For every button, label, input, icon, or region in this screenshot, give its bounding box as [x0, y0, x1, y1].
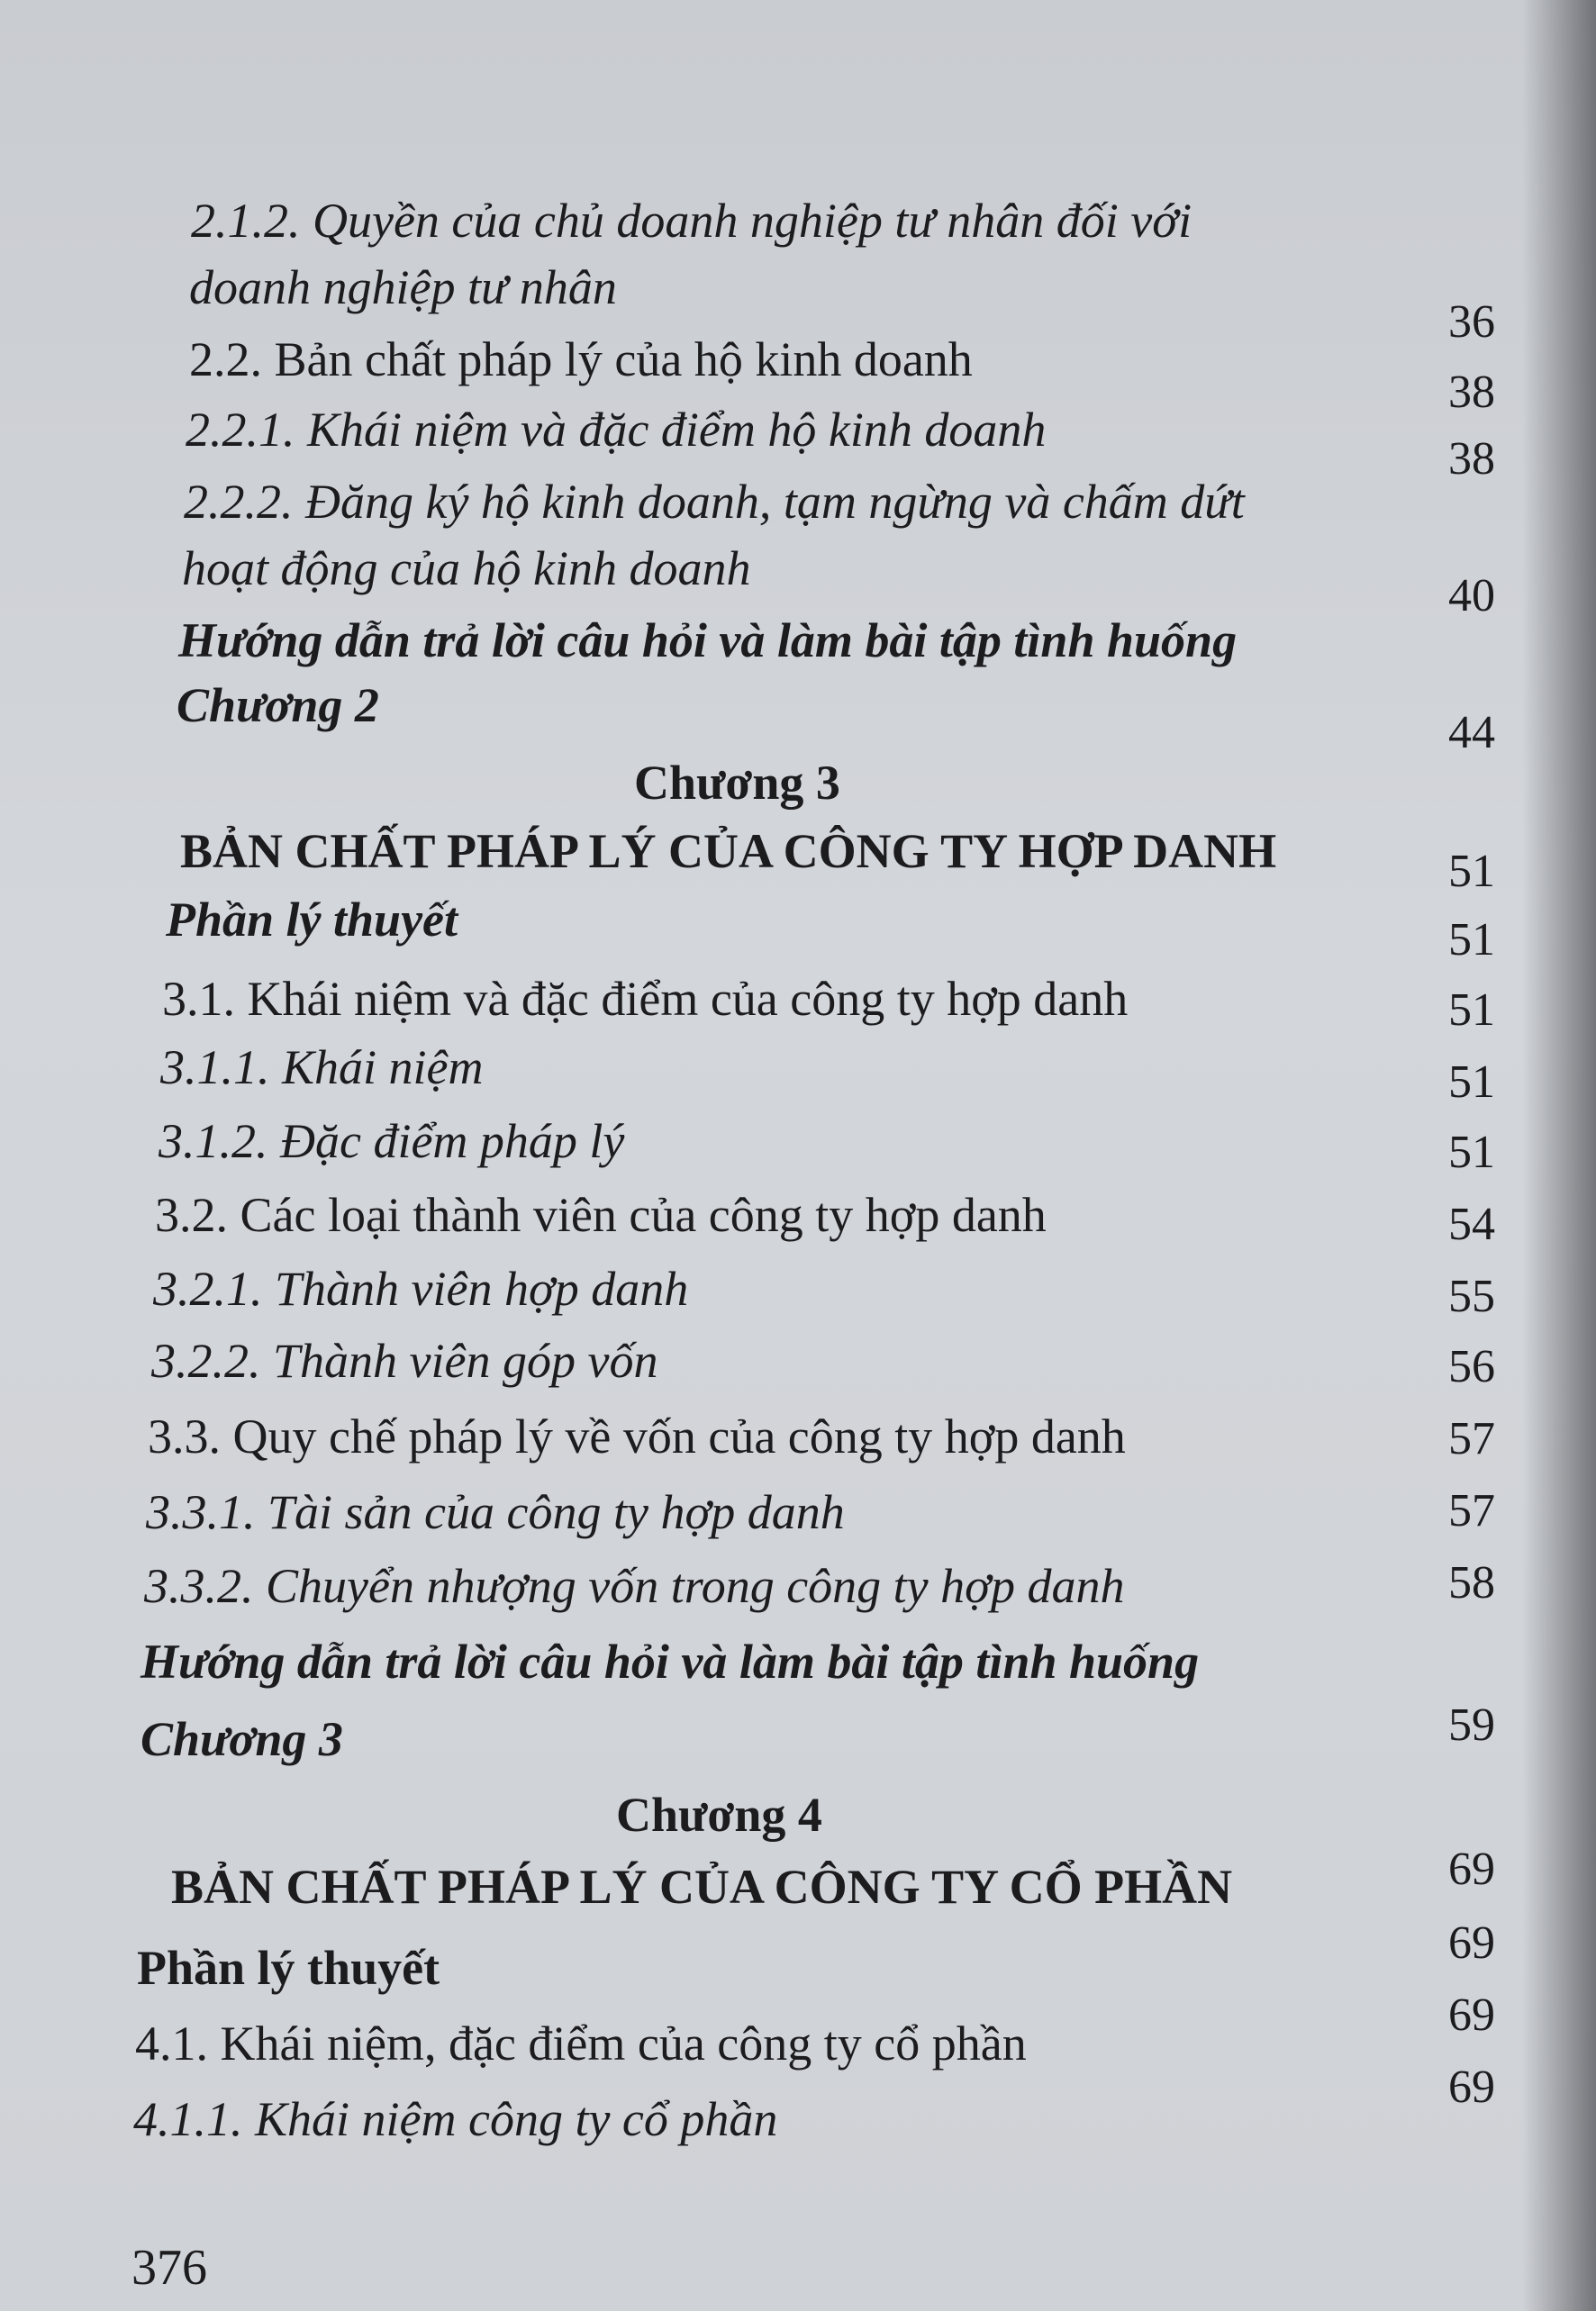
toc-theory-ch3: Phần lý thuyết: [166, 893, 458, 947]
page-number: 40: [1448, 570, 1495, 621]
page-number: 51: [1448, 1056, 1495, 1108]
page-number: 69: [1448, 1917, 1495, 1969]
page-number: 36: [1448, 296, 1495, 348]
toc-entry-3-1: 3.1. Khái niệm và đặc điểm của công ty hợp danh: [162, 972, 1129, 1026]
page-number: 51: [1448, 984, 1495, 1036]
toc-entry-4-1-1: 4.1.1. Khái niệm công ty cổ phần: [133, 2092, 778, 2146]
toc-entry-2-2-2-line1: 2.2.2. Đăng ký hộ kinh doanh, tạm ngừng và chấm dứt: [184, 475, 1245, 529]
toc-entry-2-1-2-line2: doanh nghiệp tư nhân: [189, 260, 617, 314]
toc-entry-3-2-2: 3.2.2. Thành viên góp vốn: [151, 1334, 658, 1388]
toc-entry-3-2: 3.2. Các loại thành viên của công ty hợp danh: [155, 1188, 1047, 1242]
page-number: 57: [1448, 1413, 1495, 1464]
toc-theory-ch4: Phần lý thuyết: [137, 1941, 440, 1995]
toc-entry-2-2: 2.2. Bản chất pháp lý của hộ kinh doanh: [189, 332, 973, 386]
toc-entry-2-2-1: 2.2.1. Khái niệm và đặc điểm hộ kinh doanh: [186, 403, 1047, 457]
page-number: 51: [1448, 846, 1495, 897]
toc-entry-2-1-2-line1: 2.1.2. Quyền của chủ doanh nghiệp tư nhân đối với: [191, 194, 1192, 248]
chapter-4-title: BẢN CHẤT PHÁP LÝ CỦA CÔNG TY CỔ PHẦN: [171, 1860, 1233, 1914]
toc-entry-3-3-1: 3.3.1. Tài sản của công ty hợp danh: [146, 1485, 845, 1539]
toc-entry-3-1-2: 3.1.2. Đặc điểm pháp lý: [159, 1114, 625, 1168]
page-number: 55: [1448, 1271, 1495, 1322]
footer-page-number: 376: [131, 2240, 207, 2296]
page-edge-shadow: [1522, 0, 1596, 2311]
chapter-4-label: Chương 4: [616, 1788, 822, 1842]
page-number: 56: [1448, 1341, 1495, 1392]
page-number: 44: [1448, 707, 1495, 758]
page-number: 57: [1448, 1485, 1495, 1536]
chapter-3-title: BẢN CHẤT PHÁP LÝ CỦA CÔNG TY HỢP DANH: [180, 824, 1277, 878]
chapter-3-label: Chương 3: [634, 756, 840, 810]
toc-guide-ch3-line1: Hướng dẫn trả lời câu hỏi và làm bài tập tình huống: [141, 1635, 1200, 1689]
page-number: 38: [1448, 367, 1495, 418]
toc-entry-3-2-1: 3.2.1. Thành viên hợp danh: [153, 1262, 689, 1316]
toc-guide-ch2-line1: Hướng dẫn trả lời câu hỏi và làm bài tập tình huống: [178, 613, 1238, 667]
page-number: 54: [1448, 1199, 1495, 1250]
toc-entry-3-3-2: 3.3.2. Chuyển nhượng vốn trong công ty hợp danh: [144, 1559, 1125, 1613]
page-number: 58: [1448, 1557, 1495, 1609]
toc-entry-3-3: 3.3. Quy chế pháp lý về vốn của công ty hợp danh: [148, 1409, 1126, 1464]
page-number: 51: [1448, 914, 1495, 965]
toc-guide-ch3-line2: Chương 3: [141, 1712, 343, 1766]
toc-entry-4-1: 4.1. Khái niệm, đặc điểm của công ty cổ phần: [135, 2016, 1027, 2071]
page-number: 59: [1448, 1699, 1495, 1751]
toc-entry-2-2-2-line2: hoạt động của hộ kinh doanh: [182, 541, 751, 595]
page-number: 51: [1448, 1127, 1495, 1178]
page-number: 69: [1448, 2062, 1495, 2113]
page-number: 69: [1448, 1989, 1495, 2041]
page-number: 38: [1448, 433, 1495, 485]
toc-guide-ch2-line2: Chương 2: [177, 678, 379, 732]
toc-entry-3-1-1: 3.1.1. Khái niệm: [160, 1040, 484, 1094]
page-number: 69: [1448, 1844, 1495, 1895]
